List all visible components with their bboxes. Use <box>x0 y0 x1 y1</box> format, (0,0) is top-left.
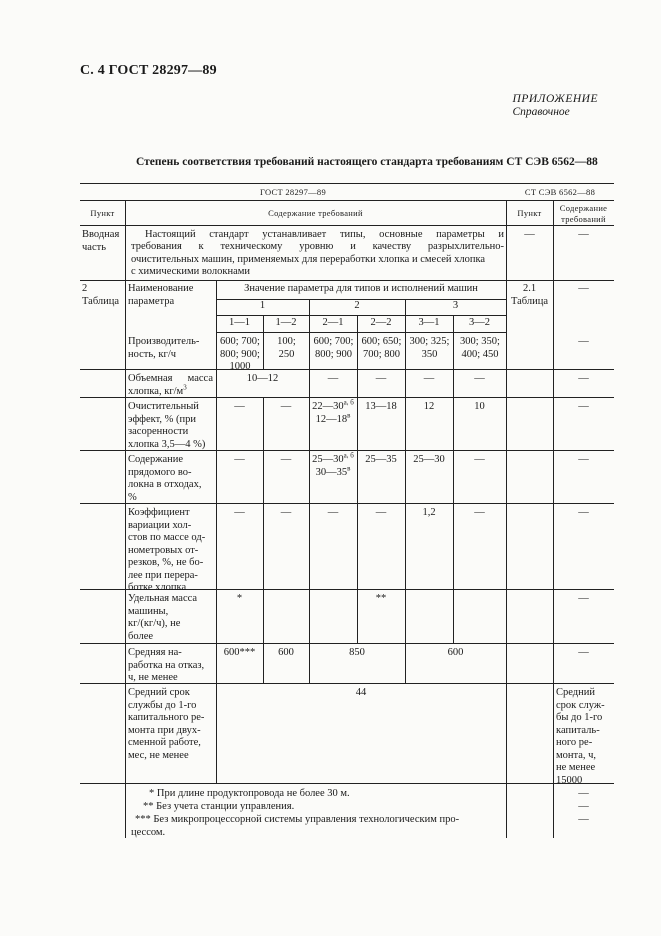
param-value: — <box>375 373 387 384</box>
param-value: $22—30^{а, б}$ <box>312 398 354 412</box>
param-name: эффект, % (при <box>128 413 197 425</box>
superscript: 3 <box>183 383 187 391</box>
intro-text: требования к техническому уровню и качеству разрыхлительно- <box>131 241 504 253</box>
param-value: — <box>375 507 387 518</box>
param-value: 800; 900; <box>220 348 260 360</box>
param-header: Наименование <box>128 283 194 294</box>
row-rule <box>80 643 614 644</box>
intro-text: Настоящий стандарт устанавливает типы, основные параметры и <box>145 229 504 240</box>
param-value: $25—30^{а, б}$ <box>312 451 354 465</box>
variants-rule <box>216 332 506 333</box>
row-st-content: бы до 1-го <box>556 712 603 723</box>
param-value: 600*** <box>223 647 256 658</box>
superscript: а, б <box>343 398 354 407</box>
variant-rule <box>453 397 454 643</box>
param-name: Объемная масса <box>128 373 213 384</box>
intro-punkt: часть <box>82 241 106 253</box>
param-value: 700; 800 <box>362 348 401 360</box>
param-name: хлопка, $кг/м^3$ <box>128 383 187 397</box>
row-st-content: — <box>578 593 589 604</box>
row-st-content: — <box>578 454 589 465</box>
param-name: резков, %, не бо- <box>128 557 204 568</box>
type-2-header: 2 <box>354 300 360 311</box>
param-value: 10—12 <box>246 373 279 384</box>
param-name: Очистительный <box>128 401 199 412</box>
col-st-content-header: Содержание <box>559 203 608 213</box>
param-value: 600; 700; <box>313 336 354 347</box>
param-value: — <box>234 454 245 465</box>
param-value: — <box>280 454 292 465</box>
variant-header: 2—2 <box>370 317 392 328</box>
footnote-st-content: — <box>578 814 589 825</box>
footnote: *** Без микропроцессорной системы управления технологическим про- <box>135 814 460 825</box>
document-title: Степень соответствия требований настоящего стандарта требованиям СТ СЭВ 6562—88 <box>136 156 598 168</box>
param-name: мес, не менее <box>128 749 189 761</box>
param-value: 25—30 <box>413 454 445 465</box>
requirements-table <box>80 183 614 838</box>
row-st-content: — <box>578 373 589 384</box>
param-value: 12 <box>423 401 435 412</box>
table-top-rule <box>80 183 614 184</box>
col-punkt-header: Пункт <box>90 208 115 218</box>
param-name: ботке хлопка <box>128 582 187 593</box>
col-param-rule <box>216 280 217 783</box>
param-value: — <box>423 373 435 384</box>
param-value: * <box>236 593 243 604</box>
param-name: работка на отказ, <box>128 659 205 671</box>
group-st-label: СТ СЭВ 6562—88 <box>524 187 596 197</box>
param-name: Содержание <box>128 454 184 465</box>
sec2-punkt: 2 <box>82 283 88 294</box>
footnote: ** Без учета станции управления. <box>143 801 295 812</box>
values-header: Значение параметра для типов и исполнений машин <box>244 283 478 294</box>
footnote-st-content: — <box>578 801 589 812</box>
param-name: Средняя на- <box>128 647 182 658</box>
param-value: — <box>474 507 485 518</box>
param-value: 25—35 <box>365 454 397 465</box>
sec2-st-content: — <box>578 283 589 294</box>
variant-header: 2—1 <box>322 317 344 328</box>
rows-end-rule <box>80 783 614 784</box>
param-name: службы до 1-го <box>128 699 197 711</box>
superscript: а, б <box>343 451 354 460</box>
intro-punkt: Вводная <box>82 229 120 240</box>
param-header: параметра <box>128 295 175 307</box>
type-1-header: 1 <box>259 300 266 311</box>
param-value: — <box>474 454 485 465</box>
param-value: 1,2 <box>422 507 436 518</box>
row-st-content: срок служ- <box>556 699 605 711</box>
param-name: ность, кг/ч <box>128 348 177 360</box>
variant-header: 3—2 <box>469 317 490 328</box>
footnote: * При длине продуктопровода не более 30 м. <box>149 788 350 799</box>
group-gost-label: ГОСТ 28297—89 <box>259 187 327 197</box>
param-name: кг/(кг/ч), не <box>128 618 181 629</box>
param-value: — <box>327 507 339 518</box>
param-value: 250 <box>278 348 295 360</box>
param-name: более <box>128 630 154 642</box>
intro-text: с химическими волокнами <box>131 265 251 277</box>
row-st-content: — <box>578 401 589 412</box>
sec2-st-punkt: 2.1 <box>522 283 537 294</box>
param-name: сменной работе, <box>128 737 201 748</box>
param-name: стов по массе од- <box>128 532 206 543</box>
param-name: монта при двух- <box>128 724 201 736</box>
param-value: $12—18^в$ <box>315 411 351 425</box>
col-content-header: Содержание требований <box>268 208 363 218</box>
param-name: лее при перера- <box>128 569 198 581</box>
param-value: 1000 <box>229 361 251 372</box>
param-value: ** <box>375 593 387 604</box>
param-value: — <box>234 401 245 412</box>
param-value: 350 <box>421 348 438 360</box>
superscript: в <box>347 411 351 419</box>
param-value: 400; 450 <box>461 348 499 360</box>
param-name: Удельная масса <box>128 593 198 604</box>
param-value: $30—35^в$ <box>315 464 351 478</box>
param-name: хлопка 3,5—4 %) <box>128 438 206 450</box>
intro-st-content: — <box>578 229 589 240</box>
intro-bottom-rule <box>80 280 614 281</box>
param-name: прядомого во- <box>128 466 192 478</box>
param-value: 600; 700; <box>220 336 260 347</box>
row-st-content: — <box>578 507 589 518</box>
param-name: нометровых от- <box>128 544 199 556</box>
param-value: 13—18 <box>365 401 397 412</box>
variant-header: 1—1 <box>229 317 250 328</box>
superscript: в <box>347 464 351 472</box>
row-st-content: ного ре- <box>556 737 593 748</box>
variant-header: 3—1 <box>418 317 440 328</box>
param-name: % <box>128 491 137 503</box>
param-name: локна в отходах, <box>128 479 202 490</box>
col-st-punkt-header: Пункт <box>517 208 542 218</box>
type-3-header: 3 <box>452 300 459 311</box>
row-st-content: Средний <box>556 687 595 698</box>
param-value: 100; <box>277 336 296 347</box>
param-value: 300; 325; <box>409 336 450 347</box>
row-st-content: капиталь- <box>556 724 600 736</box>
table-header-rule <box>80 225 614 226</box>
param-name: капитального ре- <box>128 712 205 723</box>
param-value: 600 <box>278 647 294 658</box>
footnote: цессом. <box>131 827 166 838</box>
param-value: 10 <box>474 401 485 412</box>
param-name: ч, не менее <box>128 672 178 683</box>
param-value: 44 <box>355 687 367 698</box>
row-st-content: не менее <box>556 762 596 773</box>
page-header: С. 4 ГОСТ 28297—89 <box>80 63 217 78</box>
footnote-st-content: — <box>578 788 589 799</box>
col-punkt-rule <box>125 200 126 838</box>
param-name: вариации хол- <box>128 519 192 531</box>
row-st-content: монта, ч, <box>556 749 597 761</box>
param-value: — <box>234 507 245 518</box>
table-group-rule <box>80 200 614 201</box>
param-value: 300; 350; <box>460 336 500 347</box>
param-value: — <box>327 373 339 384</box>
param-name: Коэффициент <box>128 507 190 518</box>
param-name: засоренности <box>128 426 189 437</box>
param-name: Средний срок <box>128 687 190 698</box>
sec2-st-punkt: Таблица <box>510 295 549 307</box>
param-name: машины, <box>128 605 169 617</box>
variant-header: 1—2 <box>275 317 297 328</box>
sec2-punkt: Таблица <box>82 295 120 307</box>
param-value: 600; 650; <box>361 336 402 347</box>
type-rule-2 <box>309 299 310 683</box>
param-value: 800; 900 <box>314 348 353 360</box>
row-st-content: — <box>578 647 589 658</box>
row-st-content: — <box>578 336 589 347</box>
param-value: — <box>280 507 292 518</box>
intro-text: очистительных машин, применяемых для переработки хлопка и смесей хлопка <box>131 253 486 265</box>
param-name: Производитель- <box>128 336 200 347</box>
col-st-content-header: требований <box>561 213 606 224</box>
param-value: — <box>280 401 292 412</box>
row-st-content: 15000 <box>556 774 583 786</box>
variant-rule <box>357 397 358 643</box>
param-value: — <box>474 373 485 384</box>
param-value: 600 <box>447 647 464 658</box>
param-value: 850 <box>349 647 365 658</box>
type-rule-3 <box>405 299 406 683</box>
intro-st-punkt: — <box>524 229 535 240</box>
variant-rule <box>263 397 264 683</box>
appendix-label: ПРИЛОЖЕНИЕ Справочное <box>512 93 598 118</box>
types-rule <box>216 315 506 316</box>
